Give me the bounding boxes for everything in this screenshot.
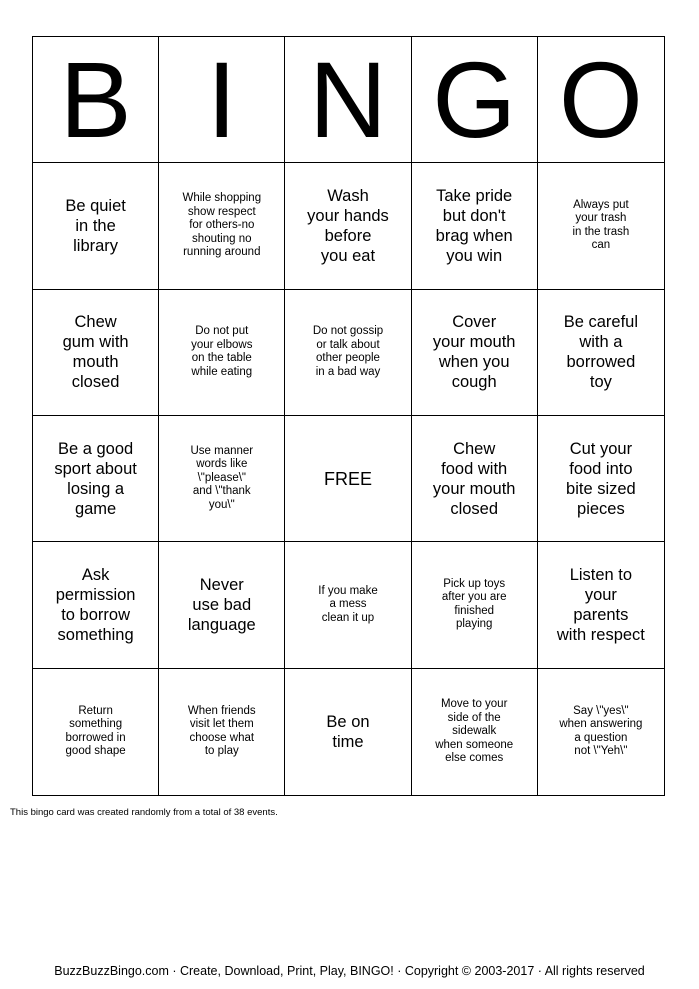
header-letter: G (432, 38, 517, 160)
header-letter: B (59, 38, 132, 160)
bingo-cell (538, 163, 664, 289)
bingo-cell-text: Be on time (326, 712, 370, 751)
bingo-cell-text: Take pride but don't brag when you win (435, 186, 513, 265)
header-cell-i (159, 37, 285, 163)
bingo-cell (412, 163, 538, 289)
bingo-cell (285, 542, 411, 668)
page-footer: BuzzBuzzBingo.com · Create, Download, Print, Play, BINGO! · Copyright © 2003-2017 · All rights reserved (54, 964, 645, 978)
bingo-cell-text: Cut your food into bite sized pieces (566, 439, 636, 518)
bingo-cell (159, 669, 285, 795)
bingo-cell-text: Chew gum with mouth closed (62, 313, 129, 392)
bingo-cell-text: Do not gossip or talk about other people in a bad way (312, 325, 384, 378)
bingo-cell (33, 416, 159, 542)
bingo-cell (33, 542, 159, 668)
free-space-cell (285, 416, 411, 542)
bingo-cell-text: Return something borrowed in good shape (65, 704, 126, 758)
bingo-cell (538, 416, 664, 542)
header-letter: N (308, 38, 387, 160)
bingo-cell-text: Wash your hands before you eat (307, 186, 389, 265)
header-cell-g (412, 37, 538, 163)
bingo-cell-text: Be careful with a borrowed toy (563, 313, 639, 392)
header-cell-o (538, 37, 664, 163)
bingo-cell-text: Always put your trash in the trash can (572, 198, 630, 252)
bingo-cell (538, 669, 664, 795)
bingo-cell-text: Listen to your parents with respect (556, 565, 645, 644)
bingo-cell-text: Do not put your elbows on the table while eating (191, 325, 253, 378)
bingo-cell (538, 542, 664, 668)
bingo-cell (412, 542, 538, 668)
bingo-cell-text: While shopping show respect for others-no shouting no running around (182, 192, 262, 259)
header-cell-b (33, 37, 159, 163)
bingo-card (32, 36, 665, 796)
bingo-cell (412, 416, 538, 542)
bingo-cell-text: Use manner words like \"please\" and \"thank you\" (190, 444, 254, 511)
bingo-cell (159, 290, 285, 416)
header-letter: O (558, 38, 643, 160)
bingo-cell-text: Ask permission to borrow something (55, 565, 136, 644)
bingo-cell (412, 290, 538, 416)
bingo-cell (33, 290, 159, 416)
bingo-cell-text: Be a good sport about losing a game (54, 439, 137, 518)
bingo-cell (159, 416, 285, 542)
bingo-cell (285, 290, 411, 416)
header-letter: I (206, 38, 237, 160)
bingo-cell (285, 163, 411, 289)
bingo-cell (538, 290, 664, 416)
header-cell-n (285, 37, 411, 163)
bingo-cell-text: Chew food with your mouth closed (432, 439, 516, 518)
bingo-cell-text: Move to your side of the sidewalk when someone else comes (435, 698, 514, 765)
bingo-cell-text: When friends visit let them choose what to play (187, 704, 256, 758)
bingo-cell (159, 163, 285, 289)
bingo-cell-text: Pick up toys after you are finished playing (441, 577, 507, 631)
bingo-cell (159, 542, 285, 668)
bingo-cell (33, 669, 159, 795)
bingo-cell-text: Never use bad language (187, 575, 256, 634)
bingo-cell (33, 163, 159, 289)
bingo-cell (285, 669, 411, 795)
bingo-cell-text: Say \"yes\" when answering a question not \"Yeh\" (559, 704, 643, 758)
card-note: This bingo card was created randomly from a total of 38 events. (10, 807, 278, 818)
bingo-cell (412, 669, 538, 795)
bingo-cell-text: If you make a mess clean it up (318, 584, 378, 624)
bingo-cell-text: Cover your mouth when you cough (432, 313, 516, 392)
bingo-cell-text: Be quiet in the library (65, 196, 126, 255)
bingo-cell-text: FREE (323, 468, 372, 489)
